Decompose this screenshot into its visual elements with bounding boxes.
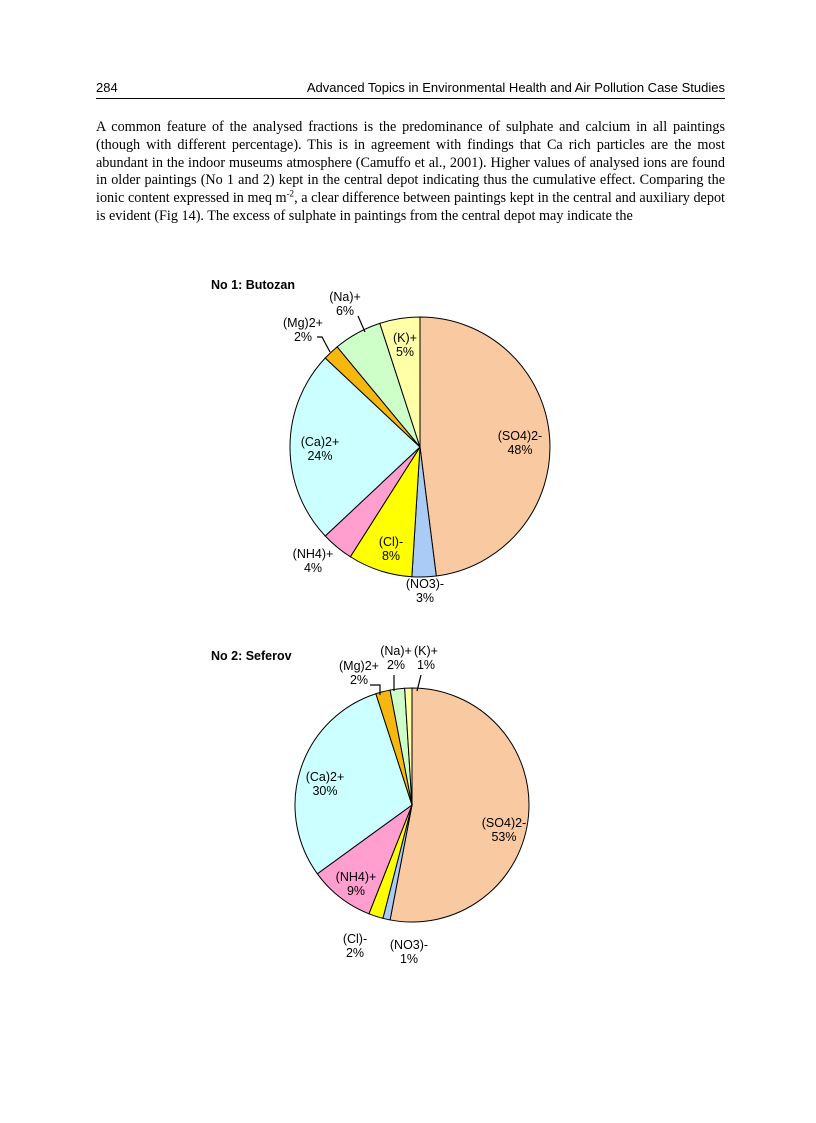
paragraph-text-part1: A common feature of the analysed fractions is the predominance of sulphate and calcium in all paintings (though with different percentage). This is in agreement with findings that Ca rich particles are the most abundant in the indoor museums atmosphere (Camuffo et al., 2001). Higher values of analysed ions are found in older paintings (No 1 and 2) kept in the central depot indicating thus the cumulative effect. Comparing the ionic content expressed in meq m	[96, 119, 725, 207]
slice-percent-k: 1%	[416, 658, 436, 672]
slice-percent-ca-2: 30%	[312, 784, 338, 798]
slice-label-cl: (Cl)-	[342, 932, 368, 946]
slice-label-k: (K)+	[414, 644, 438, 658]
slice-percent-cl: 2%	[345, 946, 365, 960]
slice-percent-mg-2: 2%	[349, 673, 369, 687]
pie-chart-seferov	[0, 635, 816, 975]
slice-label-ca-2: (Ca)2+	[300, 435, 340, 449]
paragraph-text-part2: , a clear difference between paintings kept in the central and auxiliary depot is evident (Fig 14). The excess of sulphate in paintings from the central depot may indicate the	[96, 190, 725, 224]
slice-percent-ca-2: 24%	[307, 449, 333, 463]
slice-label-no3: (NO3)-	[405, 577, 445, 591]
slice-percent-so4-2: 53%	[491, 830, 517, 844]
chart-title: No 2: Seferov	[211, 649, 292, 663]
pie-chart-butozan	[0, 270, 816, 615]
slice-label-nh4: (NH4)+	[292, 547, 334, 561]
slice-percent-cl: 8%	[381, 549, 401, 563]
slice-percent-k: 5%	[395, 345, 415, 359]
slice-label-na: (Na)+	[329, 290, 361, 304]
page-number: 284	[96, 80, 118, 95]
slice-percent-no3: 1%	[399, 952, 419, 966]
slice-label-mg-2: (Mg)2+	[339, 659, 379, 673]
slice-label-nh4: (NH4)+	[335, 870, 377, 884]
body-paragraph	[96, 119, 725, 226]
leader-line-mg-2	[317, 337, 330, 352]
slice-label-so4-2: (SO4)2-	[481, 816, 527, 830]
slice-label-cl: (Cl)-	[378, 535, 404, 549]
slice-percent-na: 2%	[386, 658, 406, 672]
running-title: Advanced Topics in Environmental Health and Air Pollution Case Studies	[306, 80, 725, 95]
slice-percent-so4-2: 48%	[507, 443, 533, 457]
slice-label-no3: (NO3)-	[389, 938, 429, 952]
slice-label-na: (Na)+	[380, 644, 412, 658]
slice-percent-no3: 3%	[415, 591, 435, 605]
slice-percent-na: 6%	[335, 304, 355, 318]
leader-line-na	[358, 316, 365, 332]
slice-percent-nh4: 9%	[346, 884, 366, 898]
slice-label-so4-2: (SO4)2-	[497, 429, 543, 443]
running-header	[96, 80, 725, 99]
slice-label-k: (K)+	[393, 331, 417, 345]
slice-percent-mg-2: 2%	[293, 330, 313, 344]
slice-label-mg-2: (Mg)2+	[283, 316, 323, 330]
slice-percent-nh4: 4%	[303, 561, 323, 575]
chart-title: No 1: Butozan	[211, 278, 296, 292]
paragraph-superscript: -2	[286, 188, 295, 199]
slice-label-ca-2: (Ca)2+	[305, 770, 345, 784]
